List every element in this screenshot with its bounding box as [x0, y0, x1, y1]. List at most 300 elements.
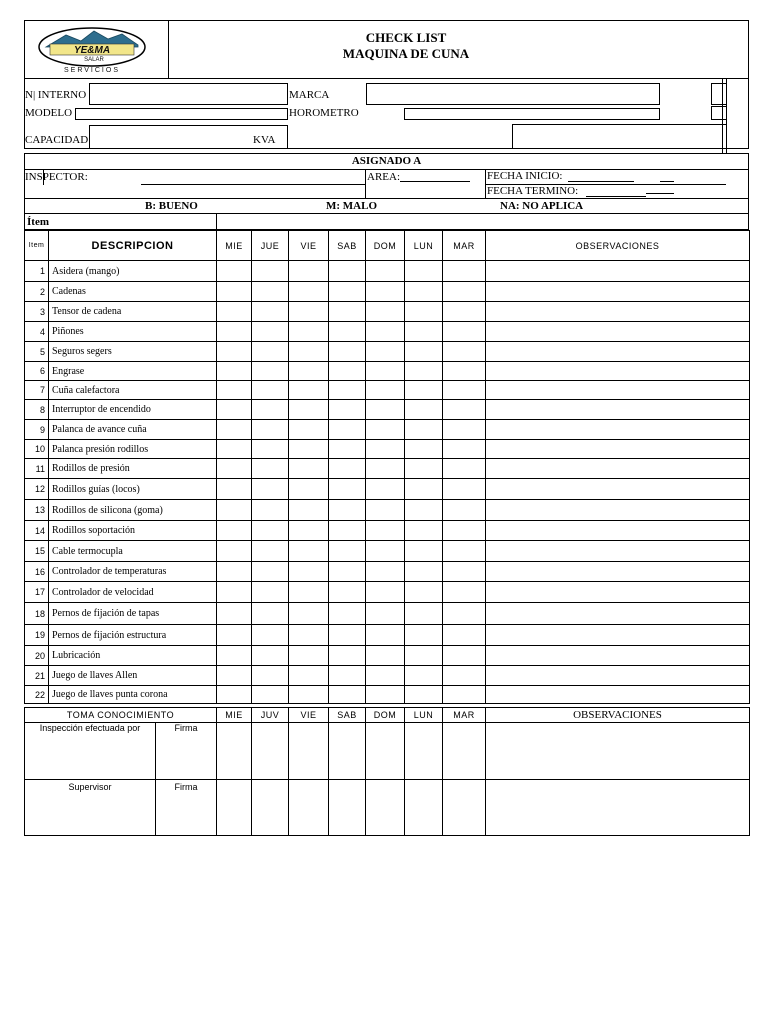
day-check-cell[interactable]: [443, 582, 486, 603]
horometro-field[interactable]: [404, 108, 660, 120]
item-description: Cadenas: [49, 282, 217, 302]
footer-cell[interactable]: [405, 780, 443, 836]
item-description: Controlador de temperaturas: [49, 562, 217, 582]
observaciones-cell[interactable]: [486, 322, 750, 342]
day-check-cell[interactable]: [405, 625, 443, 646]
item-description: Asidera (mango): [49, 261, 217, 282]
kva-label: KVA: [253, 134, 276, 146]
footer-cell[interactable]: [217, 780, 252, 836]
col-day-header: MIE: [217, 231, 252, 261]
day-check-cell[interactable]: [217, 479, 252, 500]
day-check-cell[interactable]: [217, 500, 252, 521]
day-check-cell[interactable]: [329, 381, 366, 400]
day-check-cell[interactable]: [366, 582, 405, 603]
table-row: [25, 603, 750, 625]
fecha-termino-label: FECHA TERMINO:: [487, 185, 579, 197]
col-observaciones-header: OBSERVACIONES: [486, 231, 750, 261]
day-check-cell[interactable]: [252, 500, 289, 521]
day-check-cell[interactable]: [329, 562, 366, 582]
footer-obs-cell[interactable]: [486, 723, 750, 780]
day-check-cell[interactable]: [405, 400, 443, 420]
observaciones-cell[interactable]: [486, 440, 750, 459]
observaciones-cell[interactable]: [486, 521, 750, 541]
day-check-cell[interactable]: [329, 342, 366, 362]
day-check-cell[interactable]: [366, 562, 405, 582]
day-check-cell[interactable]: [443, 400, 486, 420]
day-check-cell[interactable]: [217, 646, 252, 666]
day-check-cell[interactable]: [252, 362, 289, 381]
day-check-cell[interactable]: [289, 521, 329, 541]
day-check-cell[interactable]: [217, 666, 252, 686]
day-check-cell[interactable]: [443, 562, 486, 582]
day-check-cell[interactable]: [329, 440, 366, 459]
area-field[interactable]: [400, 181, 470, 182]
table-row: [25, 582, 750, 603]
item-description: Interruptor de encendido: [49, 400, 217, 420]
checklist-table: [24, 230, 750, 704]
day-check-cell[interactable]: [217, 603, 252, 625]
day-check-cell[interactable]: [405, 666, 443, 686]
day-check-cell[interactable]: [329, 282, 366, 302]
item-description: Cable termocupla: [49, 541, 217, 562]
day-check-cell[interactable]: [405, 420, 443, 440]
day-check-cell[interactable]: [217, 459, 252, 479]
day-check-cell[interactable]: [366, 322, 405, 342]
day-check-cell[interactable]: [252, 521, 289, 541]
day-check-cell[interactable]: [217, 342, 252, 362]
observaciones-cell[interactable]: [486, 625, 750, 646]
footer-cell[interactable]: [329, 723, 366, 780]
observaciones-cell[interactable]: [486, 261, 750, 282]
item-description: Pernos de fijación de tapas: [49, 603, 217, 625]
day-check-cell[interactable]: [252, 666, 289, 686]
day-check-cell[interactable]: [443, 322, 486, 342]
day-check-cell[interactable]: [289, 400, 329, 420]
observaciones-cell[interactable]: [486, 362, 750, 381]
table-row: [25, 420, 750, 440]
extra-field[interactable]: [512, 124, 727, 149]
logo-services: SERVICIOS: [64, 67, 120, 74]
day-check-cell[interactable]: [329, 666, 366, 686]
modelo-label: MODELO: [25, 107, 73, 119]
day-check-cell[interactable]: [289, 381, 329, 400]
item-number: 11: [25, 459, 49, 479]
day-check-cell[interactable]: [443, 302, 486, 322]
day-check-cell[interactable]: [289, 342, 329, 362]
observaciones-cell[interactable]: [486, 646, 750, 666]
day-check-cell[interactable]: [217, 420, 252, 440]
day-check-cell[interactable]: [217, 261, 252, 282]
col-day-header: MAR: [443, 231, 486, 261]
col-day-header: DOM: [366, 231, 405, 261]
day-check-cell[interactable]: [366, 261, 405, 282]
day-check-cell[interactable]: [443, 420, 486, 440]
day-check-cell[interactable]: [366, 541, 405, 562]
toma-conocimiento: TOMA CONOCIMIENTO: [25, 708, 217, 723]
day-check-cell[interactable]: [329, 302, 366, 322]
item-label: Ítem: [27, 216, 49, 228]
day-check-cell[interactable]: [405, 479, 443, 500]
asignado-title: ASIGNADO A: [351, 155, 422, 167]
day-check-cell[interactable]: [217, 362, 252, 381]
footer-cell[interactable]: [405, 723, 443, 780]
table-row: [25, 381, 750, 400]
table-row: [25, 646, 750, 666]
day-check-cell[interactable]: [366, 459, 405, 479]
day-check-cell[interactable]: [405, 282, 443, 302]
day-check-cell[interactable]: [252, 440, 289, 459]
day-check-cell[interactable]: [329, 521, 366, 541]
day-check-cell[interactable]: [252, 603, 289, 625]
table-row: [25, 666, 750, 686]
day-check-cell[interactable]: [405, 686, 443, 704]
table-row: [25, 302, 750, 322]
day-check-cell[interactable]: [443, 500, 486, 521]
day-check-cell[interactable]: [252, 479, 289, 500]
table-row: [25, 686, 750, 704]
day-check-cell[interactable]: [405, 459, 443, 479]
item-number: 1: [25, 261, 49, 282]
area-divider: [365, 169, 366, 199]
footer-cell[interactable]: [366, 723, 405, 780]
day-check-cell[interactable]: [252, 646, 289, 666]
day-check-cell[interactable]: [289, 282, 329, 302]
observaciones-cell[interactable]: [486, 459, 750, 479]
day-check-cell[interactable]: [289, 459, 329, 479]
item-number: 16: [25, 562, 49, 582]
observaciones-cell[interactable]: [486, 342, 750, 362]
day-check-cell[interactable]: [217, 686, 252, 704]
day-check-cell[interactable]: [217, 541, 252, 562]
marca-label: MARCA: [289, 89, 330, 101]
small-box-top: [711, 83, 727, 105]
item-label-row: [24, 214, 749, 230]
day-check-cell[interactable]: [289, 582, 329, 603]
item-number: 20: [25, 646, 49, 666]
day-check-cell[interactable]: [289, 479, 329, 500]
day-check-cell[interactable]: [329, 646, 366, 666]
day-check-cell[interactable]: [405, 440, 443, 459]
logo-text: YE&MA: [73, 45, 111, 56]
day-check-cell[interactable]: [252, 686, 289, 704]
item-number: 8: [25, 400, 49, 420]
footer-day-header: LUN: [405, 708, 443, 723]
observaciones-cell[interactable]: [486, 479, 750, 500]
day-check-cell[interactable]: [329, 603, 366, 625]
day-check-cell[interactable]: [443, 603, 486, 625]
footer-header-row: [25, 708, 750, 723]
table-row: [25, 625, 750, 646]
footer-cell[interactable]: [252, 723, 289, 780]
inspector-tick: [43, 169, 44, 185]
day-check-cell[interactable]: [289, 440, 329, 459]
footer-day-header: DOM: [366, 708, 405, 723]
horometro-label: HOROMETRO: [289, 107, 359, 119]
day-check-cell[interactable]: [366, 521, 405, 541]
day-check-cell[interactable]: [366, 362, 405, 381]
item-description: Piñones: [49, 322, 217, 342]
day-check-cell[interactable]: [405, 521, 443, 541]
observaciones-cell[interactable]: [486, 420, 750, 440]
item-description: Palanca presión rodillos: [49, 440, 217, 459]
day-check-cell[interactable]: [217, 625, 252, 646]
observaciones-cell[interactable]: [486, 381, 750, 400]
day-check-cell[interactable]: [443, 541, 486, 562]
day-check-cell[interactable]: [289, 420, 329, 440]
table-row: [25, 541, 750, 562]
modelo-field[interactable]: [75, 108, 288, 120]
day-check-cell[interactable]: [289, 646, 329, 666]
day-check-cell[interactable]: [366, 666, 405, 686]
footer-cell[interactable]: [289, 723, 329, 780]
day-check-cell[interactable]: [289, 362, 329, 381]
day-check-cell[interactable]: [366, 500, 405, 521]
inspeccion-label: Inspección efectuada por: [25, 723, 156, 780]
day-check-cell[interactable]: [289, 686, 329, 704]
day-check-cell[interactable]: [217, 440, 252, 459]
fecha-inicio-field-2: [660, 181, 674, 182]
footer-cell[interactable]: [252, 780, 289, 836]
observaciones-cell[interactable]: [486, 302, 750, 322]
day-check-cell[interactable]: [443, 261, 486, 282]
numero-interno-field[interactable]: [89, 83, 288, 105]
item-number: 21: [25, 666, 49, 686]
table-row: [25, 400, 750, 420]
day-check-cell[interactable]: [217, 521, 252, 541]
marca-field[interactable]: [366, 83, 660, 105]
day-check-cell[interactable]: [366, 420, 405, 440]
day-check-cell[interactable]: [366, 282, 405, 302]
day-check-cell[interactable]: [217, 582, 252, 603]
day-check-cell[interactable]: [443, 521, 486, 541]
day-check-cell[interactable]: [217, 400, 252, 420]
observaciones-cell[interactable]: [486, 686, 750, 704]
day-check-cell[interactable]: [329, 261, 366, 282]
day-check-cell[interactable]: [329, 625, 366, 646]
day-check-cell[interactable]: [366, 400, 405, 420]
item-number: 5: [25, 342, 49, 362]
day-check-cell[interactable]: [405, 646, 443, 666]
day-check-cell[interactable]: [366, 302, 405, 322]
item-description: Cuña calefactora: [49, 381, 217, 400]
item-description: Controlador de velocidad: [49, 582, 217, 603]
day-check-cell[interactable]: [329, 582, 366, 603]
item-number: 13: [25, 500, 49, 521]
day-check-cell[interactable]: [366, 342, 405, 362]
title-line2: MAQUINA DE CUNA: [342, 46, 470, 61]
day-check-cell[interactable]: [443, 440, 486, 459]
day-check-cell[interactable]: [405, 541, 443, 562]
day-check-cell[interactable]: [252, 400, 289, 420]
day-check-cell[interactable]: [289, 603, 329, 625]
item-number: 9: [25, 420, 49, 440]
day-check-cell[interactable]: [366, 381, 405, 400]
day-check-cell[interactable]: [252, 541, 289, 562]
day-check-cell[interactable]: [217, 381, 252, 400]
day-check-cell[interactable]: [405, 381, 443, 400]
supervisor-label: Supervisor: [25, 780, 156, 836]
day-check-cell[interactable]: [252, 261, 289, 282]
item-description: Pernos de fijación estructura: [49, 625, 217, 646]
day-check-cell[interactable]: [443, 625, 486, 646]
day-check-cell[interactable]: [366, 625, 405, 646]
fecha-termino-field[interactable]: [586, 196, 646, 197]
logo-sub: SALAR: [84, 57, 104, 63]
footer-cell[interactable]: [329, 780, 366, 836]
item-number: 14: [25, 521, 49, 541]
day-check-cell[interactable]: [443, 666, 486, 686]
day-check-cell[interactable]: [366, 440, 405, 459]
company-logo: [36, 25, 148, 75]
table-row: [25, 521, 750, 541]
day-check-cell[interactable]: [366, 479, 405, 500]
day-check-cell[interactable]: [289, 625, 329, 646]
item-description: Rodillos de silicona (goma): [49, 500, 217, 521]
item-number: 10: [25, 440, 49, 459]
item-number: 2: [25, 282, 49, 302]
legend-bueno: B: BUENO: [145, 200, 198, 212]
day-check-cell[interactable]: [329, 322, 366, 342]
item-number: 22: [25, 686, 49, 704]
day-check-cell[interactable]: [405, 261, 443, 282]
day-check-cell[interactable]: [405, 603, 443, 625]
day-check-cell[interactable]: [443, 381, 486, 400]
footer-day-header: MAR: [443, 708, 486, 723]
day-check-cell[interactable]: [217, 302, 252, 322]
day-check-cell[interactable]: [329, 420, 366, 440]
area-label: AREA:: [367, 171, 400, 183]
item-description: Rodillos guías (locos): [49, 479, 217, 500]
day-check-cell[interactable]: [405, 582, 443, 603]
day-check-cell[interactable]: [252, 625, 289, 646]
observaciones-cell[interactable]: [486, 666, 750, 686]
footer-obs-cell[interactable]: [486, 780, 750, 836]
item-number: 19: [25, 625, 49, 646]
legend-no-aplica: NA: NO APLICA: [500, 200, 584, 212]
day-check-cell[interactable]: [443, 282, 486, 302]
item-number: 6: [25, 362, 49, 381]
item-description: Palanca de avance cuña: [49, 420, 217, 440]
col-day-header: LUN: [405, 231, 443, 261]
day-check-cell[interactable]: [329, 541, 366, 562]
day-check-cell[interactable]: [289, 666, 329, 686]
title-line1: CHECK LIST: [365, 30, 447, 45]
day-check-cell[interactable]: [289, 261, 329, 282]
day-check-cell[interactable]: [252, 562, 289, 582]
day-check-cell[interactable]: [405, 362, 443, 381]
legend-bar: [24, 199, 749, 214]
day-check-cell[interactable]: [252, 582, 289, 603]
day-check-cell[interactable]: [252, 302, 289, 322]
day-check-cell[interactable]: [217, 322, 252, 342]
day-check-cell[interactable]: [405, 342, 443, 362]
day-check-cell[interactable]: [289, 541, 329, 562]
day-check-cell[interactable]: [443, 342, 486, 362]
day-check-cell[interactable]: [366, 686, 405, 704]
col-descripcion-header: DESCRIPCION: [49, 231, 217, 261]
footer-cell[interactable]: [443, 780, 486, 836]
observaciones-cell[interactable]: [486, 541, 750, 562]
firma-supervisor-label[interactable]: Firma: [156, 780, 217, 836]
day-check-cell[interactable]: [217, 282, 252, 302]
day-check-cell[interactable]: [443, 459, 486, 479]
fecha-inicio-label: FECHA INICIO:: [487, 170, 563, 182]
fecha-inicio-field[interactable]: [568, 181, 634, 182]
day-check-cell[interactable]: [217, 562, 252, 582]
day-check-cell[interactable]: [443, 646, 486, 666]
footer-observaciones: OBSERVACIONES: [486, 708, 750, 723]
item-number: 3: [25, 302, 49, 322]
inspector-label: INSPECTOR:: [25, 171, 88, 183]
day-check-cell[interactable]: [252, 420, 289, 440]
item-number: 17: [25, 582, 49, 603]
day-check-cell[interactable]: [252, 282, 289, 302]
footer-cell[interactable]: [366, 780, 405, 836]
supervisor-row: [25, 780, 750, 836]
day-check-cell[interactable]: [329, 400, 366, 420]
firma-inspector-label[interactable]: Firma: [156, 723, 217, 780]
table-row: [25, 322, 750, 342]
day-check-cell[interactable]: [366, 603, 405, 625]
inspector-field[interactable]: [141, 184, 365, 185]
small-box-mid: [711, 106, 727, 120]
day-check-cell[interactable]: [329, 500, 366, 521]
asignado-divider: [24, 169, 749, 170]
day-check-cell[interactable]: [329, 479, 366, 500]
day-check-cell[interactable]: [405, 500, 443, 521]
legend-malo: M: MALO: [326, 200, 378, 212]
observaciones-cell[interactable]: [486, 603, 750, 625]
footer-cell[interactable]: [217, 723, 252, 780]
footer-cell[interactable]: [443, 723, 486, 780]
observaciones-cell[interactable]: [486, 400, 750, 420]
day-check-cell[interactable]: [289, 500, 329, 521]
day-check-cell[interactable]: [252, 342, 289, 362]
day-check-cell[interactable]: [329, 686, 366, 704]
day-check-cell[interactable]: [252, 381, 289, 400]
footer-cell[interactable]: [289, 780, 329, 836]
day-check-cell[interactable]: [252, 322, 289, 342]
observaciones-cell[interactable]: [486, 282, 750, 302]
day-check-cell[interactable]: [405, 302, 443, 322]
day-check-cell[interactable]: [329, 362, 366, 381]
table-row: [25, 282, 750, 302]
numero-interno-label: N| INTERNO: [25, 89, 87, 101]
day-check-cell[interactable]: [366, 646, 405, 666]
footer-day-header: SAB: [329, 708, 366, 723]
day-check-cell[interactable]: [289, 562, 329, 582]
item-description: Engrase: [49, 362, 217, 381]
table-row: [25, 440, 750, 459]
day-check-cell[interactable]: [289, 322, 329, 342]
table-row: [25, 261, 750, 282]
day-check-cell[interactable]: [289, 302, 329, 322]
footer-day-header: MIE: [217, 708, 252, 723]
day-check-cell[interactable]: [443, 362, 486, 381]
item-description: Juego de llaves Allen: [49, 666, 217, 686]
day-check-cell[interactable]: [252, 459, 289, 479]
day-check-cell[interactable]: [405, 322, 443, 342]
observaciones-cell[interactable]: [486, 500, 750, 521]
col-day-header: JUE: [252, 231, 289, 261]
day-check-cell[interactable]: [405, 562, 443, 582]
day-check-cell[interactable]: [329, 459, 366, 479]
day-check-cell[interactable]: [443, 479, 486, 500]
observaciones-cell[interactable]: [486, 582, 750, 603]
day-check-cell[interactable]: [443, 686, 486, 704]
fecha-termino-field-2: [646, 193, 674, 194]
observaciones-cell[interactable]: [486, 562, 750, 582]
